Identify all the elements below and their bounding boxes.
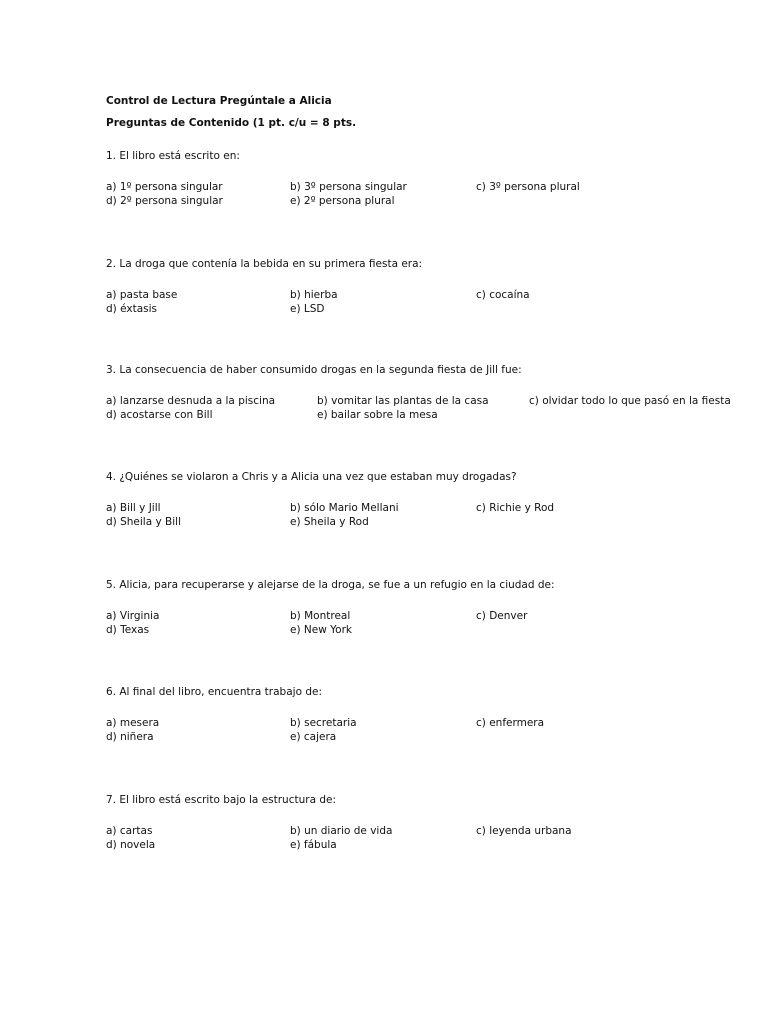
option-a: a) lanzarse desnuda a la piscina — [106, 395, 276, 407]
option-b: b) hierba — [290, 289, 338, 301]
answer-options — [106, 180, 756, 208]
option-a: a) Virginia — [106, 610, 160, 622]
option-d: d) Sheila y Bill — [106, 516, 181, 528]
option-b: b) sólo Mario Mellani — [290, 502, 399, 514]
option-b: b) un diario de vida — [290, 825, 393, 837]
document-subtitle: Preguntas de Contenido (1 pt. c/u = 8 pts. — [106, 117, 357, 129]
option-c: c) 3º persona plural — [476, 181, 580, 193]
question-1 — [106, 149, 756, 208]
question-text: 1. El libro está escrito en: — [106, 150, 240, 162]
question-text: 6. Al final del libro, encuentra trabajo de: — [106, 686, 322, 698]
question-text: 4. ¿Quiénes se violaron a Chris y a Alicia una vez que estaban muy drogadas? — [106, 471, 517, 483]
option-e: e) fábula — [290, 839, 337, 851]
option-e: e) New York — [290, 624, 352, 636]
option-d: d) novela — [106, 839, 156, 851]
question-5 — [106, 578, 756, 637]
option-c: c) leyenda urbana — [476, 825, 572, 837]
answer-options — [106, 394, 756, 422]
question-4 — [106, 470, 756, 529]
option-a: a) cartas — [106, 825, 153, 837]
option-b: b) 3º persona singular — [290, 181, 407, 193]
option-e: e) Sheila y Rod — [290, 516, 369, 528]
question-7 — [106, 793, 756, 852]
question-3 — [106, 363, 756, 422]
option-e: e) bailar sobre la mesa — [317, 409, 438, 421]
document-title: Control de Lectura Pregúntale a Alicia — [106, 95, 332, 107]
option-e: e) cajera — [290, 731, 337, 743]
question-text: 3. La consecuencia de haber consumido drogas en la segunda fiesta de Jill fue: — [106, 364, 522, 376]
option-a: a) mesera — [106, 717, 160, 729]
option-a: a) pasta base — [106, 289, 178, 301]
answer-options — [106, 824, 756, 852]
answer-options — [106, 288, 756, 316]
option-b: b) vomitar las plantas de la casa — [317, 395, 489, 407]
option-d: d) 2º persona singular — [106, 195, 223, 207]
option-c: c) enfermera — [476, 717, 545, 729]
question-text: 7. El libro está escrito bajo la estructura de: — [106, 794, 337, 806]
option-d: d) niñera — [106, 731, 154, 743]
option-d: d) acostarse con Bill — [106, 409, 213, 421]
question-text: 5. Alicia, para recuperarse y alejarse de la droga, se fue a un refugio en la ciudad de: — [106, 579, 555, 591]
option-d: d) éxtasis — [106, 303, 157, 315]
option-e: e) LSD — [290, 303, 325, 315]
option-a: a) Bill y Jill — [106, 502, 161, 514]
option-e: e) 2º persona plural — [290, 195, 395, 207]
option-b: b) secretaria — [290, 717, 357, 729]
answer-options — [106, 716, 756, 744]
option-c: c) Richie y Rod — [476, 502, 555, 514]
option-c: c) olvidar todo lo que pasó en la fiesta — [529, 395, 731, 407]
answer-options — [106, 501, 756, 529]
option-c: c) cocaína — [476, 289, 530, 301]
question-text: 2. La droga que contenía la bebida en su primera fiesta era: — [106, 258, 423, 270]
option-a: a) 1º persona singular — [106, 181, 223, 193]
option-c: c) Denver — [476, 610, 528, 622]
option-b: b) Montreal — [290, 610, 351, 622]
question-2 — [106, 257, 756, 316]
answer-options — [106, 609, 756, 637]
question-6 — [106, 685, 756, 744]
option-d: d) Texas — [106, 624, 150, 636]
